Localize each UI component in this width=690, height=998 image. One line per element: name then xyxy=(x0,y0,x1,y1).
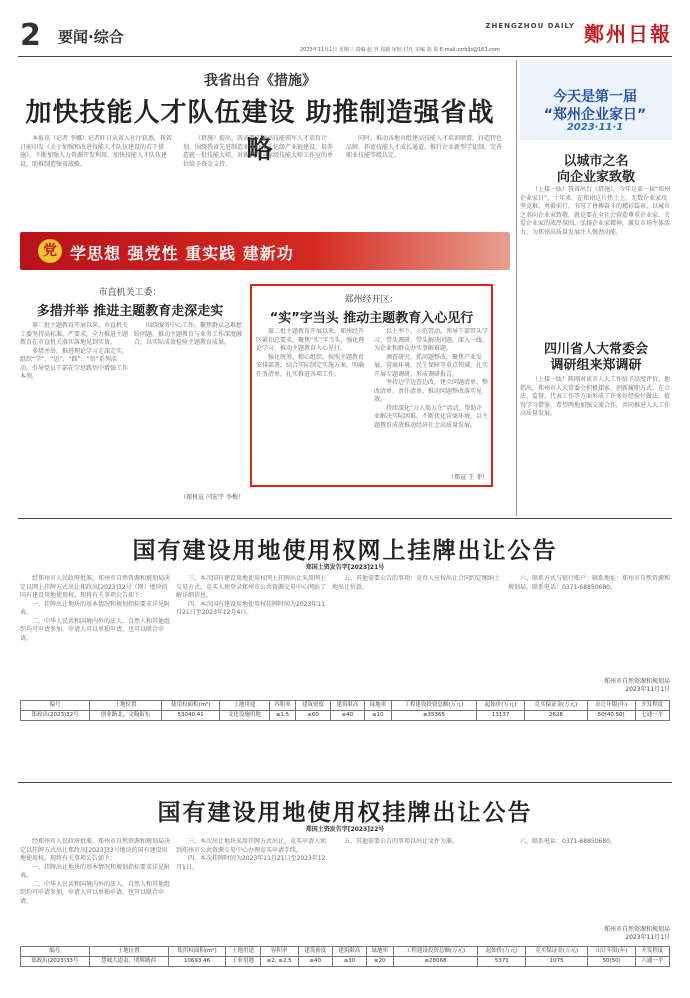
table-header-cell: 起始价(万元) xyxy=(477,701,525,711)
table-header-cell: 土地位置 xyxy=(90,701,162,711)
table-header-cell: 编号 xyxy=(21,947,90,957)
ann1-col-4: 六、联系方式与银行账户：联系地址：郑州市自然资源和规划局。联系电话：0371-68850680。 xyxy=(508,575,670,591)
table-header-cell: 编号 xyxy=(21,701,90,711)
table-header-cell: 建筑限高 xyxy=(332,947,366,957)
table-row xyxy=(21,711,670,721)
table-cell: 郑政出(2023)32号 xyxy=(21,711,90,721)
lead-col-3: 同时，推动各地市组建高技能人才培训联盟，打造特色品牌，拓宽技能人才成长通道，推行企业新型学徒制，完善职业技能等级认定。 xyxy=(346,135,503,159)
ann2-col-3: 五、其他需要公告的事项以出让文件为准。 xyxy=(344,838,459,845)
ann1-title: 国有建设用地使用权网上挂牌出让公告 xyxy=(132,538,558,564)
ann1-table-head xyxy=(21,701,670,711)
table-header-cell: 出让年限(年) xyxy=(587,701,635,711)
table-cell: 工业用地 xyxy=(226,957,260,967)
table-header-cell: 土地用途 xyxy=(220,701,269,711)
table-header-cell: 起始价(万元) xyxy=(478,947,525,957)
story-mid-headline: “实”字当头 推动主题教育入心见行 xyxy=(269,311,474,326)
spacer xyxy=(500,280,512,281)
table-row xyxy=(21,957,670,967)
party-emblem-icon: 党 xyxy=(38,239,62,263)
table-header-cell: 竞买保证金(万元) xyxy=(525,947,587,957)
table-header-cell: 开发程度 xyxy=(635,701,669,711)
table-cell: ≥2, ≤2.5 xyxy=(260,957,298,967)
table-header-cell: 工程建设投资总额(万元) xyxy=(391,701,476,711)
ann2-table-body xyxy=(21,957,670,967)
table-cell: 2628 xyxy=(524,711,587,721)
table-header-cell: 土地位置 xyxy=(89,947,168,957)
ann1-col-2: 三、本次国有建设用地使用权网上挂牌出让采用网上交易方式，竞买人须登录郑州市公共资源交易中心网站了解详细信息。 四、本次国有建设用地使用权挂牌时间为2023年11月21日至2023年12月4日。 xyxy=(176,575,326,616)
table-cell: ≤60 xyxy=(296,711,330,721)
table-cell: 文化设施用地 xyxy=(220,711,269,721)
ann2-top-rule xyxy=(18,782,672,783)
table-cell: ≥35365 xyxy=(391,711,476,721)
table-header-cell: 出让年限(年) xyxy=(588,947,635,957)
ann1-top-rule xyxy=(18,518,672,519)
story-left-col-1: 第二批主题教育开展以来，市直机关工委坚持高标准、严要求，全力推进主题教育在市直机关落实落地见到实效。 多措并举，推进理论学习走深走实，组织“学”、“思”、“践”、“悟”系列活动，引导党员干部在学思践悟中增强工作本领。 xyxy=(20,322,128,380)
masthead-english: ZHENGZHOU DAILY xyxy=(485,22,575,30)
table-cell: 七通一平 xyxy=(635,711,669,721)
table-cell: ≤20 xyxy=(366,957,393,967)
sidebar-h1-line2: 向企业家致敬 xyxy=(556,170,635,185)
table-cell: 慧城大道南、明辉路西 xyxy=(89,957,168,967)
table-header-cell: 绿地率 xyxy=(365,701,392,711)
table-header-cell: 容积率 xyxy=(260,947,298,957)
sidebar-h2-line1: 四川省人大常委会 xyxy=(543,342,648,357)
ann1-col-3: 五、其他需要公告的事项：竞得人应按出让合同约定缴纳土地出让价款。 xyxy=(332,575,501,591)
story-left-byline: （郑机宣 闫宏宇 李梅） xyxy=(180,494,244,501)
table-header-cell: 竞买保证金(万元) xyxy=(524,701,587,711)
table-cell: ≥10 xyxy=(365,711,392,721)
table-cell: 10693.46 xyxy=(168,957,226,967)
table-cell: 50(40.50) xyxy=(587,711,635,721)
table-header-cell: 开发程度 xyxy=(635,947,669,957)
story-right-paragraph: 持续深化“万人助万企”活动，帮助企业解决实际困难，不断优化营商环境，以主题教育成效推动经济社会高质量发展。 xyxy=(374,404,488,429)
table-header-cell: 绿地率 xyxy=(366,947,393,957)
issue-line: 2023年11月1日 星期三 责编 赵 容 周毅 审校 付凡 美编 胡 盈 E-mail:zzrbljs@163.com xyxy=(300,47,500,53)
table-header-cell: 土地用途 xyxy=(226,947,260,957)
table-header-cell: 使用权面积(m²) xyxy=(162,701,220,711)
ann1-table xyxy=(20,700,670,721)
sidebar-tagline-2: “郑州企业家日” xyxy=(543,107,647,123)
banner-text: 学思想 强党性 重实践 建新功 xyxy=(70,244,294,263)
sidebar-h1-body: （上接一版）我省出台《措施》，今年是第一届“郑州企业家日”。十年来，在郑州这片热土上，无数企业家攻坚克难、勇毅前行，书写了拼搏奋斗的精彩篇章。以城市之名向企业家致敬，就是要在全社会营造尊重企业家、关爱企业家的浓厚氛围，弘扬企业家精神，激发市场主体活力，为郑州高质量发展注入强劲动能。 xyxy=(520,186,671,236)
story-left-col-2: 围绕服务中心工作，聚焦群众急难愁盼问题，推动主题教育与业务工作深度融合，以实际成效检验主题教育成果。 xyxy=(134,322,243,346)
ann2-signature-org: 郑州市自然资源和规划局 xyxy=(603,926,670,933)
ann1-number: 郑国土资发告字[2023]21号 xyxy=(305,564,385,571)
page-number: 2 xyxy=(20,18,41,53)
lead-col-2: 《措施》提出，我省要实施高技能领军人才培育计划，围绕我省先进制造业集群和千亿级产业链建设，培养造就一批技能大师，对新获评国家级技能大师工作室的单位给予资金支持。 xyxy=(183,135,334,168)
sidebar-tagline-date: 2023·11·1 xyxy=(566,122,624,133)
ann2-number: 郑国土资发告字[2023]22号 xyxy=(305,826,385,833)
table-cell: 1075 xyxy=(525,957,587,967)
table-header-cell: 工程建设投资总额(万元) xyxy=(393,947,478,957)
table-header-cell: 容积率 xyxy=(269,701,296,711)
ann1-signature-org: 郑州市自然资源和规划局 xyxy=(603,678,670,685)
ann1-signature-date: 2023年11月1日 xyxy=(625,686,670,693)
table-cell: 创业路北、文翰街东 xyxy=(90,711,162,721)
sidebar-h1-line1: 以城市之名 xyxy=(563,154,629,169)
ann2-col-1: 经郑州市人民政府批准，郑州市自然资源和规划局决定以挂牌方式出让郑政出[2023]33号地块的国有建设用地使用权。现将有关事项公告如下： 一、挂牌出让地块的基本情况和规划指标要求详见附表。 二、中华人民共和国境内外的法人、自然人和其他组织均可申请参加，申请人可以单独申请，也可以联合申请。 xyxy=(20,838,170,905)
table-cell: ≥28068 xyxy=(393,957,478,967)
header-rule xyxy=(18,56,672,57)
story-mid-col-2: 以上率下，示范带动。领导干部带头学习、带头调研、带头解决问题，深入一线，为企业和群众办实事解难题。 调查研究、抓问题整改，聚焦产业发展、营商环境、民生保障等重点领域，扎实开展专题调研，形成调研报告。 坚持边学边查边改，建立问题清单、整改清单、责任清单，推动问题整改落实见效。 持续深化“万人助万企”活动，帮助企业解决实际困难，不断优化营商环境，以主题教育成效推动经济社会高质量发展。 xyxy=(374,328,488,429)
table-cell: 50(50) xyxy=(588,957,635,967)
ann2-signature-date: 2023年11月1日 xyxy=(625,934,670,941)
ann2-title: 国有建设用地使用权挂牌出让公告 xyxy=(157,800,533,826)
sidebar-h2-body: （上接一版）陈刚对该市人大工作给予高度评价，他指出，郑州市人大常委会积极探索，创新履职方式，在立法、监督、代表工作等方面形成了许多好经验好做法，值得学习借鉴。希望两地加强交流合作，共同推进人大工作高质量发展。 xyxy=(520,376,671,417)
table-cell: 郑政出(2023)33号 xyxy=(21,957,90,967)
table-header-cell: 使用权面积(m²) xyxy=(168,947,226,957)
table-cell: 53040.41 xyxy=(162,711,220,721)
ann2-table xyxy=(20,946,670,967)
story-mid-byline: （郑宣 王 菲） xyxy=(448,474,488,481)
lead-kicker: 我省出台《措施》 xyxy=(204,73,316,89)
ann2-col-2: 三、本次出让地块采用挂牌方式出让，竞买申请人须到郑州市公共资源交易中心办理竞买申请手续。 四、本次挂牌时间为2023年11月21日至2023年12月1日。 xyxy=(176,838,326,871)
table-cell: 六通一平 xyxy=(635,957,669,967)
sidebar-tagline-1: 今天是第一届 xyxy=(553,89,637,105)
section-title: 要闻·综合 xyxy=(58,28,124,46)
lead-col-1: 本报讯（记者 李娜）记者昨日从省人社厅获悉，我省日前印发《关于加强和改进技能人才队伍建设的若干措施》，不断加强人力资源开发利用，加快技能人才队伍建设，助推制造强省战略。 xyxy=(20,135,172,168)
story-right-paragraph: 坚持边学边查边改，建立问题清单、整改清单、责任清单，推动问题整改落实见效。 xyxy=(374,379,488,403)
masthead-logo: 鄭州日報 xyxy=(584,22,672,46)
table-cell: 5371 xyxy=(478,957,525,967)
ann2-col-4: 六、联系电话：0371-68850680。 xyxy=(520,838,616,845)
ann2-table-head xyxy=(21,947,670,957)
sidebar-divider xyxy=(516,60,517,516)
table-header-cell: 建筑限高 xyxy=(330,701,364,711)
table-cell: ≤40 xyxy=(330,711,364,721)
ann1-col-1: 经郑州市人民政府批准，郑州市自然资源和规划局决定以网上挂牌方式出让郑政出[2023]32号（网）地块的国有建设用地使用权。现将有关事项公告如下： 一、挂牌出让地块的基本情况和规划指标要求详见附表。 二、中华人民共和国境内外的法人、自然人和其他组织均可申请参加，申请人可以单独申请，也可以联合申请。 xyxy=(20,575,170,642)
table-cell: ≥40 xyxy=(298,957,332,967)
story-left-kicker: 市直机关工委： xyxy=(98,288,162,298)
table-header-cell: 建筑密度 xyxy=(296,701,330,711)
sidebar-h2-line2: 调研组来郑调研 xyxy=(550,358,642,373)
table-cell: 13137 xyxy=(477,711,525,721)
table-header-cell: 建筑密度 xyxy=(298,947,332,957)
ann1-table-body xyxy=(21,711,670,721)
lead-headline: 加快技能人才队伍建设 助推制造强省战略 xyxy=(25,98,495,165)
table-cell: ≤30 xyxy=(332,957,366,967)
table-cell: ≤1.5 xyxy=(269,711,296,721)
story-mid-kicker: 郑州经开区： xyxy=(344,295,399,305)
story-left-headline: 多措并举 推进主题教育走深走实 xyxy=(36,304,224,319)
story-right-paragraph: 调查研究、抓问题整改，聚焦产业发展、营商环境、民生保障等重点领域，扎实开展专题调研，形成调研报告。 xyxy=(374,353,488,378)
story-mid-col-1: 第二批主题教育开展以来，郑州经开区紧扣总要求，聚焦“实”字当头，强化理论学习，推动主题教育入心见行。 强化统筹，精心组织。按照主题教育安排部署，结合实际制定实施方案，明确任务清单，扎实推进各项工作。 xyxy=(256,328,365,378)
